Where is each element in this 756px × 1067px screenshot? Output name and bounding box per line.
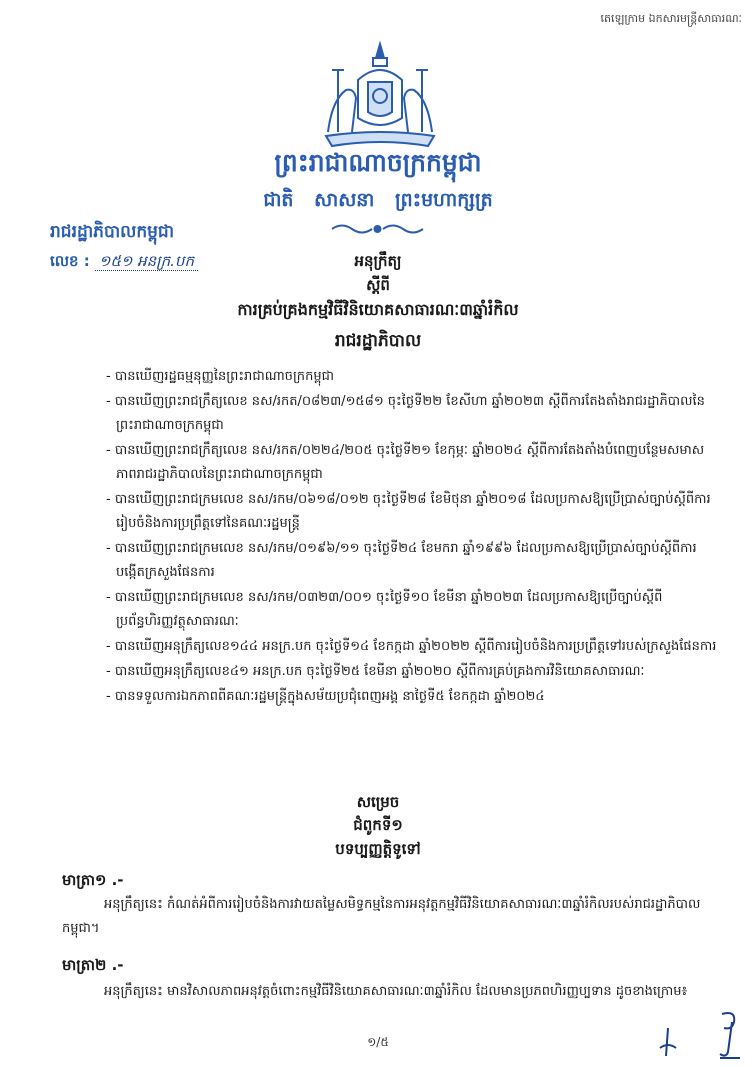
title-about: ស្តីពី [366,276,390,294]
list-item: - បានឃើញព្រះរាជក្រមលេខ នស/រកម/០៣២៣/០០១ ចុះថ្ងៃទី១០ ខែមីនា ឆ្នាំ២០២៣ ដែលប្រកាសឱ្យប្រើច្បាប់ស្តីពីប្រព័ន្ធហិរញ្ញវត្ថុសាធារណៈ [106,590,663,629]
decision-heading: សម្រេច [356,793,400,811]
kingdom-title: ព្រះរាជាណាចក្រកម្ពុជា [274,148,482,177]
page-number: ១/៥ [367,1035,389,1049]
list-item: - បានទទួលការឯកភាពពីគណៈរដ្ឋមន្ត្រីក្នុងសម័យប្រជុំពេញអង្គ នាថ្ងៃទី៥ ខែកក្កដា ឆ្នាំ២០២៤ [106,689,545,704]
document-type: អនុក្រឹត្យ [354,252,402,270]
handwritten-initials-icon [650,1008,750,1064]
list-item: - បានឃើញព្រះរាជក្រឹត្យលេខ នស/រកត/០៨២៣/១៥៨១ ចុះថ្ងៃទី២២ ខែសីហា ឆ្នាំ២០២៣ ស្តីពីការតែងតាំងរាជរដ្ឋាភិបាលនៃព្រះរាជាណាចក្រកម្ពុជា [106,394,705,433]
number-label: លេខ : [50,252,90,270]
list-item: - បានឃើញព្រះរាជក្រមលេខ នស/រកម/០៦១៨/០១២ ចុះថ្ងៃទី២៨ ខែមិថុនា ឆ្នាំ២០១៨ ដែលប្រកាសឱ្យប្រើប្រាស់ច្បាប់ស្តីពីការរៀបចំនិងការប្រព្រឹត្តទៅនៃគណៈរដ្ឋមន្ត្រី [106,492,711,531]
article-2-text: អនុក្រឹត្យនេះ មានវិសាលភាពអនុវត្តចំពោះកម្មវិធីវិនិយោគសាធារណៈ៣ឆ្នាំរំកិល ដែលមានប្រភពហិរញ្ញប្បទាន ដូចខាងក្រោម៖ [104,984,688,999]
list-item: - បានឃើញរដ្ឋធម្មនុញ្ញនៃព្រះរាជាណាចក្រកម្ពុជា [106,369,334,384]
issuing-authority: រាជរដ្ឋាភិបាល [334,331,422,351]
list-item: - បានឃើញអនុក្រឹត្យលេខ១៤៤ អនក្រ.បក ចុះថ្ងៃទី១៤ ខែកក្កដា ឆ្នាំ២០២២ ស្តីពីការរៀបចំនិងការប្រព្រឹត្តទៅរបស់ក្រសួងផែនការ [106,639,717,654]
chapter-title: បទប្បញ្ញត្តិទូទៅ [335,840,421,858]
ornament-divider-icon [330,222,425,236]
list-item: - បានឃើញព្រះរាជក្រឹត្យលេខ នស/រកត/០២២៤/២០៥ ចុះថ្ងៃទី២១ ខែកុម្ភៈ ឆ្នាំ២០២៤ ស្តីពីការតែងតាំងបំពេញបន្ថែមសមាសភាពរាជរដ្ឋាភិបាលនៃព្រះរាជាណាចក្រកម្ពុជា [106,443,705,482]
royal-emblem-icon [318,40,442,150]
list-item: - បានឃើញអនុក្រឹត្យលេខ៤១ អនក្រ.បក ចុះថ្ងៃទី២៥ ខែមីនា ឆ្នាំ២០២០ ស្តីពីការគ្រប់គ្រងការវិនិយោគសាធារណៈ [106,664,645,679]
header-note: តេឡេក្រាម ឯកសារមន្ត្រីសាធារណៈ [600,12,742,25]
document-subject: ការគ្រប់គ្រងកម្មវិធីវិនិយោគសាធារណៈ៣ឆ្នាំរំកិល [237,300,519,319]
chapter-heading: ជំពូកទី១ [353,816,403,834]
national-motto: ជាតិ សាសនា ព្រះមហាក្សត្រ [263,189,493,211]
list-item: - បានឃើញព្រះរាជក្រមលេខ នស/រកម/០១៩៦/១១ ចុះថ្ងៃទី២៤ ខែមករា ឆ្នាំ១៩៩៦ ដែលប្រកាសឱ្យប្រើប្រាស់ច្បាប់ស្តីពីការបង្កើតក្រសួងផែនការ [106,541,697,580]
considerations-list [106,365,718,710]
issuer-name: រាជរដ្ឋាភិបាលកម្ពុជា [50,222,175,242]
number-value: ១៥១ អនក្រ.បក [95,252,198,271]
article-2-heading: មាត្រា២ .- [62,956,124,974]
article-1-heading: មាត្រា១ .- [62,871,124,889]
article-1-text: អនុក្រឹត្យនេះ កំណត់អំពីការរៀបចំនិងការវាយតម្លៃសមិទ្ធកម្មនៃការអនុវត្តកម្មវិធីវិនិយោគសាធារណៈ៣ឆ្នាំរំកិលរបស់រាជរដ្ឋាភិបាលកម្ពុជា។ [62,897,701,936]
